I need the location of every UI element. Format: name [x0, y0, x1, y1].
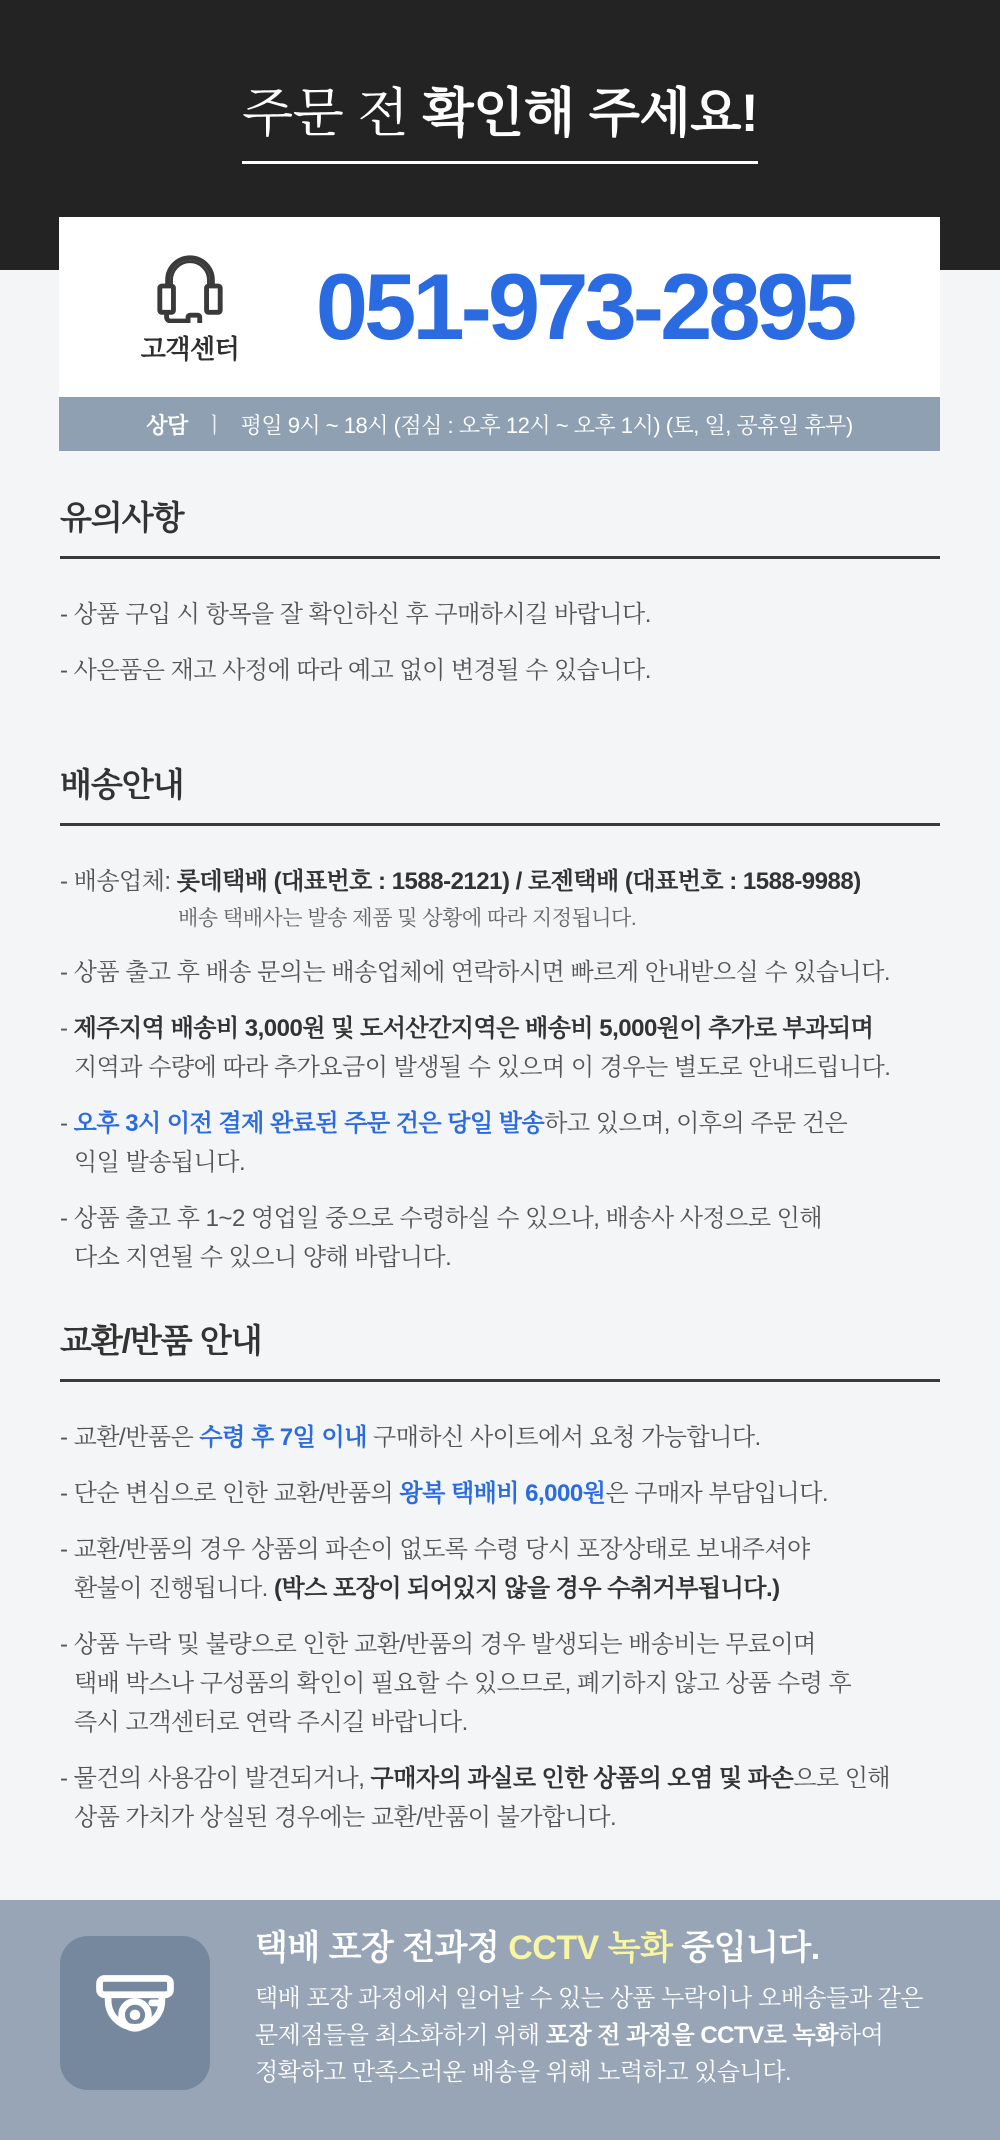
text-run: 수령 후 7일 이내 — [199, 1424, 367, 1452]
text-run: 롯데택배 (대표번호 : 1588-2121) / 로젠택배 (대표번호 : 1588-9988) — [176, 868, 861, 896]
text-run: CCTV 녹화 — [508, 1929, 673, 1967]
page-title — [0, 0, 1000, 164]
text-run: - 단순 변심으로 인한 교환/반품의 — [60, 1480, 400, 1508]
text-run: 오후 3시 이전 결제 완료된 주문 건은 당일 발송 — [73, 1110, 545, 1138]
list-item — [60, 1009, 940, 1087]
text-run: 중입니다. — [672, 1929, 820, 1967]
cctv-icon-box — [60, 1936, 210, 2090]
text-run: 으로 인해 — [793, 1765, 891, 1793]
text-run: - — [60, 1015, 74, 1043]
text-run: 상품 가치가 상실된 경우에는 교환/반품이 불가합니다. — [74, 1804, 617, 1832]
section-divider — [60, 1379, 940, 1382]
page-title-light: 주문 전 — [241, 84, 423, 143]
section-divider — [60, 556, 940, 559]
customer-center-top — [59, 217, 940, 397]
text-run: 하고 있으며, 이후의 주문 건은 — [544, 1110, 848, 1138]
list-item — [60, 1759, 940, 1837]
list-item — [60, 1530, 940, 1608]
phone-number: 051-973-2895 — [315, 254, 854, 359]
list-item — [60, 862, 940, 936]
text-run: 다소 지연될 수 있으니 양해 바랍니다. — [74, 1244, 452, 1272]
text-run: 환불이 진행됩니다. — [74, 1575, 274, 1603]
text-run: 구매하신 사이트에서 요청 가능합니다. — [366, 1424, 761, 1452]
section-shipping — [60, 764, 940, 1294]
list-item — [60, 1199, 940, 1277]
list-item-line — [60, 1530, 940, 1569]
section-notice — [60, 497, 940, 707]
list-item-line — [60, 651, 940, 690]
text-run: 하여 — [837, 2022, 884, 2049]
hours-separator: ㅣ — [203, 412, 225, 438]
text-run: 왕복 택배비 6,000원 — [399, 1480, 606, 1508]
text-run: (박스 포장이 되어있지 않을 경우 수취거부됩니다.) — [273, 1575, 780, 1603]
list-item-line — [60, 953, 940, 992]
cctv-body-line — [255, 2017, 970, 2054]
list-item-line — [60, 1625, 940, 1664]
list-item-line — [60, 595, 940, 634]
list-item — [60, 953, 940, 992]
text-run: 택배 포장 전과정 — [255, 1929, 509, 1967]
section-divider — [60, 823, 940, 826]
section-title: 교환/반품 안내 — [60, 1322, 262, 1359]
text-run: - 물건의 사용감이 발견되거나, — [60, 1765, 371, 1793]
headset-icon — [125, 249, 255, 323]
list-item-line — [60, 1759, 940, 1798]
text-run: - 상품 출고 후 배송 문의는 배송업체에 연락하시면 빠르게 안내받으실 수 있습니다. — [60, 959, 891, 987]
list-item — [60, 1104, 940, 1182]
text-run: 즉시 고객센터로 연락 주시길 바랍니다. — [74, 1709, 468, 1737]
text-run: 포장 전 과정을 CCTV로 녹화 — [545, 2022, 838, 2049]
text-run: 정확하고 만족스러운 배송을 위해 노력하고 있습니다. — [255, 2059, 792, 2086]
text-run: - 상품 누락 및 불량으로 인한 교환/반품의 경우 발생되는 배송비는 무료이며 — [60, 1631, 816, 1659]
cctv-camera-icon — [87, 1965, 183, 2062]
list-item-line — [60, 1199, 940, 1238]
text-run: 구매자의 과실로 인한 상품의 오염 및 파손 — [370, 1765, 794, 1793]
text-run: - 교환/반품의 경우 상품의 파손이 없도록 수령 당시 포장상태로 보내주셔야 — [60, 1536, 810, 1564]
list-item-line — [60, 1664, 940, 1703]
text-run: 제주지역 배송비 3,000원 및 도서산간지역은 배송비 5,000원이 추가로 부과되며 — [73, 1015, 874, 1043]
list-item-line — [60, 1798, 940, 1837]
customer-center-label: 고객센터 — [140, 333, 240, 364]
list-item-line — [60, 1418, 940, 1457]
text-run: - — [60, 1110, 74, 1138]
hours-tag: 상담 — [146, 412, 188, 438]
cctv-text-block — [255, 1926, 970, 2091]
section-title: 유의사항 — [60, 499, 184, 536]
cctv-section — [0, 1900, 1000, 2140]
text-run: 은 구매자 부담입니다. — [605, 1480, 829, 1508]
page-title-text — [242, 84, 758, 164]
list-item — [60, 651, 940, 690]
list-item-line — [60, 1474, 940, 1513]
cctv-body — [255, 1980, 970, 2091]
text-run: 지역과 수량에 따라 추가요금이 발생될 수 있으며 이 경우는 별도로 안내드립니다. — [74, 1054, 891, 1082]
cctv-body-line — [255, 1980, 970, 2017]
text-run: 익일 발송됩니다. — [74, 1149, 246, 1177]
text-run: 배송 택배사는 발송 제품 및 상황에 따라 지정됩니다. — [178, 907, 637, 931]
text-run: - 사은품은 재고 사정에 따라 예고 없이 변경될 수 있습니다. — [60, 657, 651, 685]
customer-center-card — [59, 217, 940, 451]
list-item-line — [60, 862, 940, 901]
list-item — [60, 1625, 940, 1742]
list-item-line — [60, 1009, 940, 1048]
cctv-title — [255, 1926, 970, 1970]
cctv-body-line — [255, 2054, 970, 2091]
list-item — [60, 1418, 940, 1457]
list-item — [60, 595, 940, 634]
section-returns — [60, 1320, 940, 1854]
text-run: 택배 박스나 구성품의 확인이 필요할 수 있으므로, 폐기하지 않고 상품 수령 후 — [74, 1670, 852, 1698]
list-item-line — [60, 1569, 940, 1608]
text-run: 택배 포장 과정에서 일어날 수 있는 상품 누락이나 오배송들과 같은 — [255, 1985, 923, 2012]
list-item-line — [60, 1048, 940, 1087]
text-run: - 교환/반품은 — [60, 1424, 200, 1452]
list-item-line — [60, 1703, 940, 1742]
customer-center-icon-block — [125, 249, 255, 366]
text-run: - 배송업체: — [60, 868, 177, 896]
list-item — [60, 1474, 940, 1513]
list-item-line — [60, 1104, 940, 1143]
text-run: - 상품 출고 후 1~2 영업일 중으로 수령하실 수 있으나, 배송사 사정으로 인해 — [60, 1205, 823, 1233]
text-run: 문제점들을 최소화하기 위해 — [255, 2022, 546, 2049]
list-item-line — [60, 1143, 940, 1182]
page-title-strong: 확인해 주세요! — [422, 84, 759, 143]
text-run: - 상품 구입 시 항목을 잘 확인하신 후 구매하시길 바랍니다. — [60, 601, 651, 629]
list-item-line — [60, 901, 940, 936]
hours-bar — [59, 397, 940, 451]
list-item-line — [60, 1238, 940, 1277]
hours-text: 평일 9시 ~ 18시 (점심 : 오후 12시 ~ 오후 1시) (토, 일, 공휴일 휴무) — [240, 412, 853, 438]
section-title: 배송안내 — [60, 766, 184, 803]
